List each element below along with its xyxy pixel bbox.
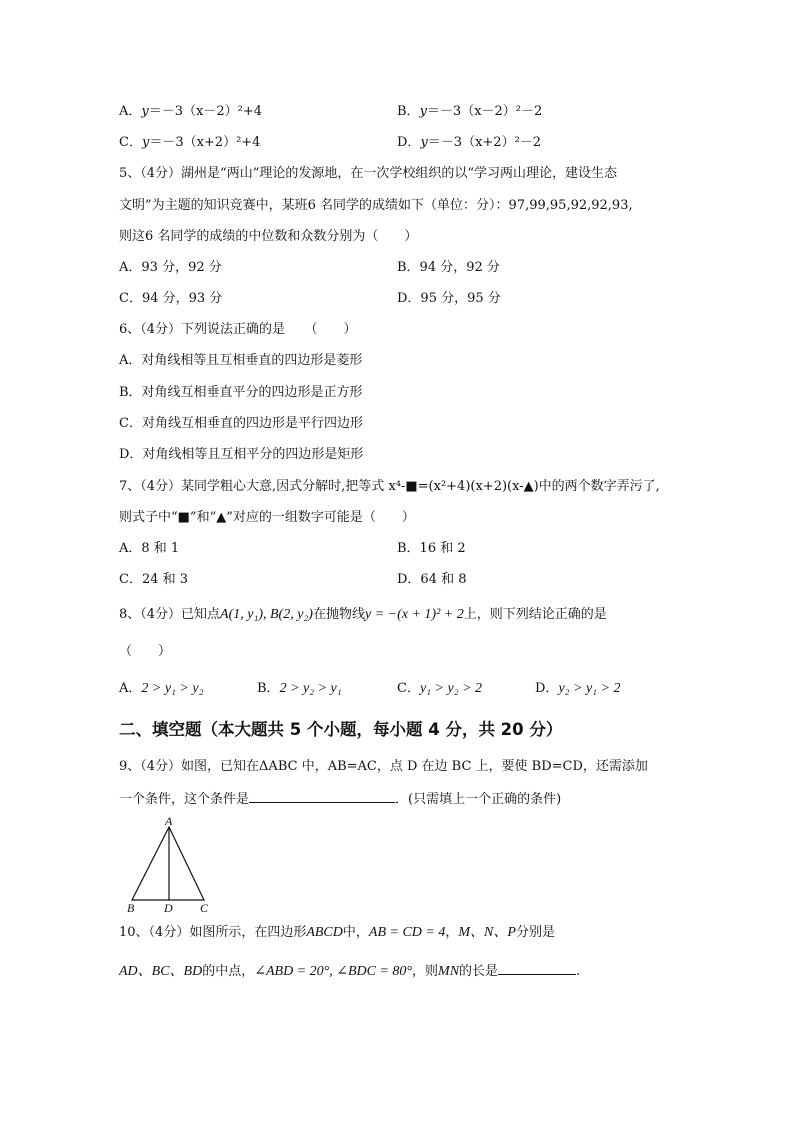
q5-stem-line2: 文明”为主题的知识竞赛中，某班6 名同学的成绩如下（单位：分）：97,99,95,92,92,93,	[119, 198, 633, 213]
q4-option-c: C．y＝－3（x+2）²+4	[119, 135, 261, 150]
q8-option-c: C．y₁ > y₂ > 2	[397, 681, 483, 696]
triangle-abc	[132, 827, 204, 900]
q7-option-b: B．16 和 2	[397, 541, 466, 556]
q10-stem-line1: 10、（4分）如图所示，在四边形ABCD中，AB = CD = 4，M、N、P分别是	[119, 925, 555, 940]
q5-stem-line1: 5、（4分）湖州是“两山”理论的发源地，在一次学校组织的以“学习两山理论，建设生态	[119, 166, 617, 181]
q10-stem-line2: AD、BC、BD的中点，∠ABD = 20°, ∠BDC = 80°，则MN的长是 .	[119, 961, 580, 981]
q6-option-a: A．对角线相等且互相垂直的四边形是菱形	[119, 353, 363, 368]
section-2-title: 二、填空题（本大题共 5 个小题，每小题 4 分，共 20 分）	[119, 720, 563, 739]
q5-option-c: C．94 分，93 分	[119, 291, 223, 306]
q5-option-b: B．94 分，92 分	[397, 260, 500, 275]
q8-option-b: B．2 > y₂ > y₁	[257, 681, 342, 696]
q8-option-d: D．y₂ > y₁ > 2	[535, 681, 621, 696]
q8-option-a: A．2 > y₁ > y₂	[119, 681, 204, 696]
q9-triangle-figure	[122, 815, 214, 915]
q10-answer-blank[interactable]	[498, 961, 576, 975]
q9-answer-blank[interactable]	[249, 789, 395, 803]
q4-option-a: A．y＝－3（x－2）²+4	[119, 104, 262, 119]
q4-b-y: y	[419, 104, 427, 119]
label-b: B	[127, 901, 135, 915]
q6-option-b: B．对角线互相垂直平分的四边形是正方形	[119, 385, 363, 400]
q6-stem: 6、（4分）下列说法正确的是 （ ）	[119, 322, 357, 337]
q5-option-d: D．95 分，95 分	[397, 291, 501, 306]
q7-stem-line1: 7、（4分）某同学粗心大意,因式分解时,把等式 x⁴-■=(x²+4)(x+2)(x-▲)中的两个数字弄污了,	[119, 479, 660, 494]
q4-d-y: y	[420, 135, 428, 150]
q4-c-y: y	[141, 135, 150, 150]
q7-option-a: A．8 和 1	[119, 541, 180, 556]
q6-option-c: C．对角线互相垂直的四边形是平行四边形	[119, 416, 363, 431]
q4-option-d: D．y＝－3（x+2）²－2	[397, 135, 542, 150]
q8-parabola: y = −(x + 1)² + 2	[364, 607, 464, 622]
q7-option-c: C．24 和 3	[119, 572, 189, 587]
q8-paren: （ ）	[119, 644, 172, 659]
label-d: D	[164, 901, 173, 915]
label-c: C	[200, 901, 209, 915]
q7-option-d: D．64 和 8	[397, 572, 467, 587]
q5-stem-line3: 则这6 名同学的成绩的中位数和众数分别为（ ）	[119, 229, 418, 244]
q5-option-a: A．93 分，92 分	[119, 260, 222, 275]
q9-stem-line2: 一个条件，这个条件是 ．(只需填上一个正确的条件)	[119, 789, 561, 809]
q9-stem-line1: 9、（4分）如图，已知在ΔABC 中，AB=AC，点 D 在边 BC 上，要使 BD=CD，还需添加	[119, 759, 648, 774]
q6-option-d: D．对角线相等且互相平分的四边形是矩形	[119, 447, 364, 462]
q8-stem: 8、（4分）已知点A(1, y₁), B(2, y₂)在抛物线y = −(x + 1)² + 2上，则下列结论正确的是	[119, 607, 607, 622]
q7-stem-line2: 则式子中“■”和“▲”对应的一组数字可能是（ ）	[119, 510, 415, 525]
q4-option-b: B．y＝－3（x－2）²－2	[397, 104, 543, 119]
q4-a-y: y	[141, 104, 149, 119]
label-a: A	[165, 815, 173, 828]
q8-points: A(1, y₁), B(2, y₂)	[220, 607, 313, 622]
